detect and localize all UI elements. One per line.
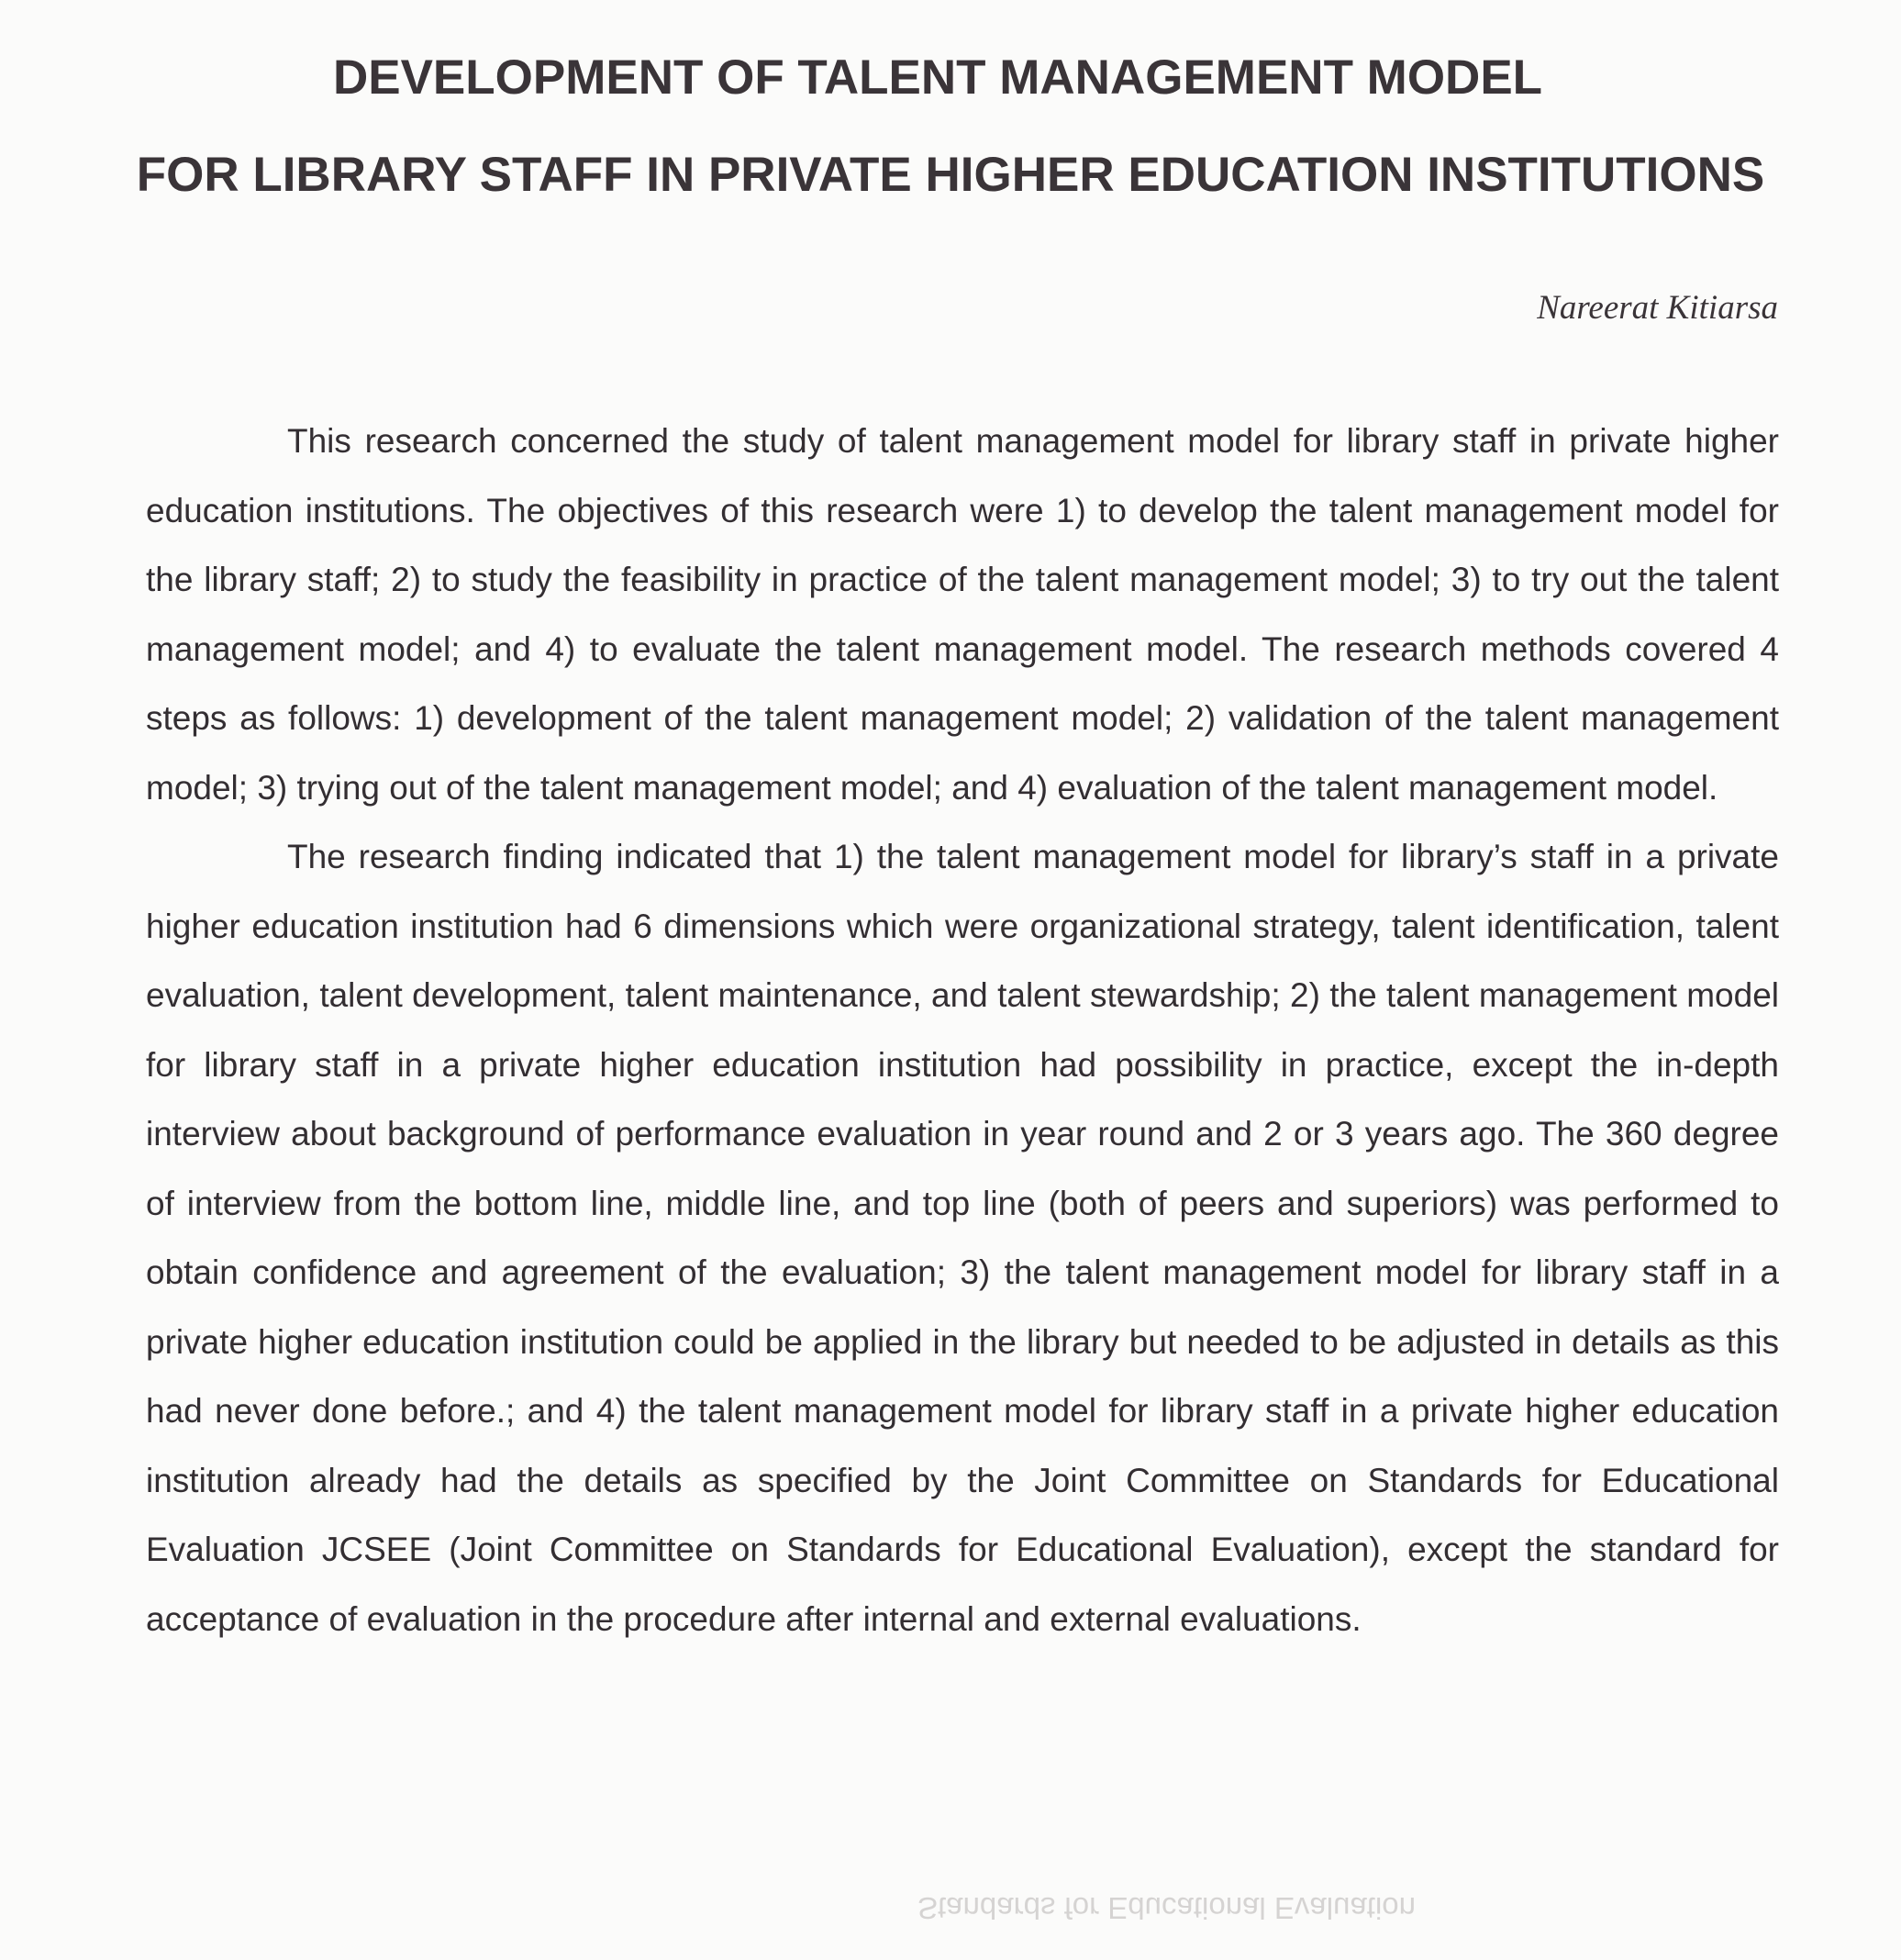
title-line-1: DEVELOPMENT OF TALENT MANAGEMENT MODEL [332, 50, 1543, 105]
abstract-paragraph-2: The research finding indicated that 1) the talent management model for library’s staff in a private higher education institution had 6 dimensions which were organizational strategy, talent identification, talent evaluation, talent development, talent maintenance, and talent stewardship; 2) the talent management model for library staff in a private higher education institution had possibility in practice, except the in-depth interview about background of performance evaluation in year round and 2 or 3 years ago. The 360 degree of interview from the bottom line, middle line, and top line (both of peers and superiors) was performed to obtain confidence and agreement of the evaluation; 3) the talent management model for library staff in a private higher education institution could be applied in the library but needed to be adjusted in details as this had never done before.; and 4) the talent management model for library staff in a private higher education institution already had the details as specified by the Joint Committee on Standards for Educational Evaluation JCSEE (Joint Committee on Standards for Educational Evaluation), except the standard for acceptance of evaluation in the procedure after internal and external evaluations. [146, 838, 1779, 1638]
author-name: Nareerat Kitiarsa [1537, 289, 1778, 327]
bleed-through-text: Standards for Educational Evaluation [917, 1891, 1417, 1925]
abstract-paragraph-1: This research concerned the study of talent management model for library staff in private higher education institutions. The objectives of this research were 1) to develop the talent management model for the library staff; 2) to study the feasibility in practice of the talent management model; 3) to try out the talent management model; and 4) to evaluate the talent management model. The research methods covered 4 steps as follows: 1) development of the talent management model; 2) validation of the talent management model; 3) trying out of the talent management model; and 4) evaluation of the talent management model. [146, 422, 1779, 807]
abstract-body [146, 406, 1779, 1654]
title-line-2: FOR LIBRARY STAFF IN PRIVATE HIGHER EDUCATION INSTITUTIONS [136, 148, 1765, 202]
